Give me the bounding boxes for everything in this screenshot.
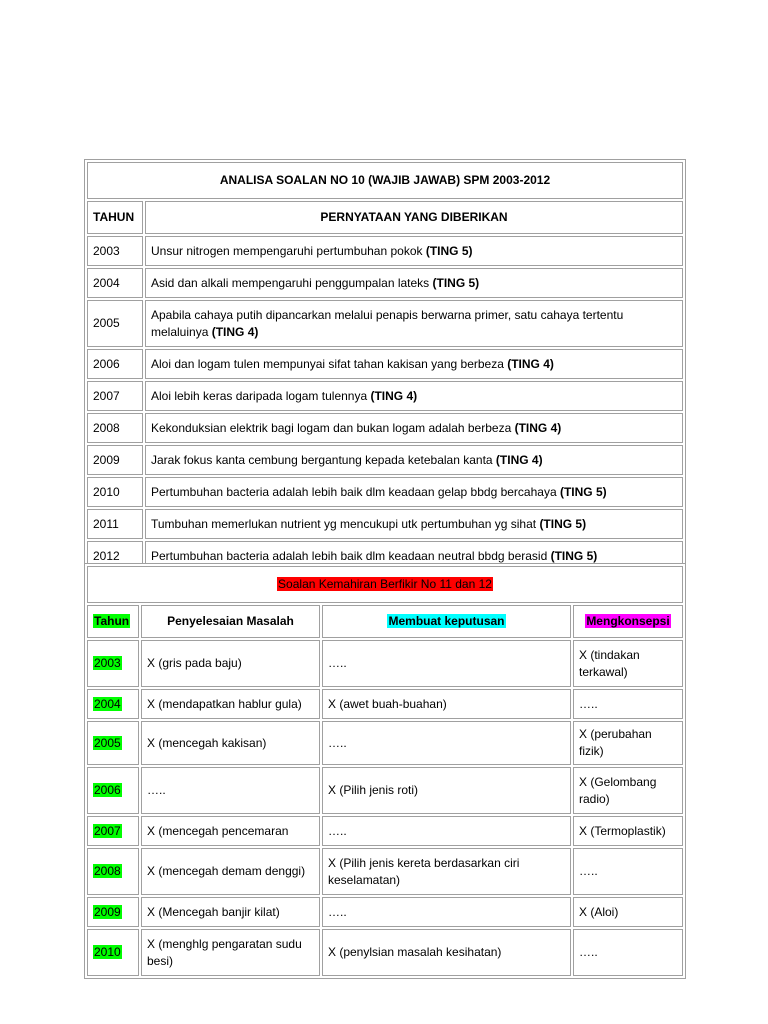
table2-decision: ….. (322, 721, 571, 765)
table2-year-cell (87, 767, 139, 814)
table2-title: Soalan Kemahiran Berfikir No 11 dan 12 (278, 577, 492, 591)
table2-row (87, 640, 683, 687)
table2-year-cell (87, 689, 139, 719)
table2-decision: ….. (322, 816, 571, 846)
table1-statement-cell (145, 349, 683, 379)
table1-level: (TING 4) (514, 420, 562, 435)
table2-decision: ….. (322, 640, 571, 687)
table2-decision: X (Pilih jenis roti) (322, 767, 571, 814)
table2-year: 2004 (94, 696, 121, 711)
table2-year-cell (87, 640, 139, 687)
table1-statement-cell (145, 413, 683, 443)
table2-title-cell (87, 566, 683, 603)
table2-header-concept: Mengkonsepsi (586, 614, 670, 628)
table2-decision: X (awet buah-buahan) (322, 689, 571, 719)
table2-problem: X (mencegah demam denggi) (141, 848, 320, 895)
table2-problem: X (mendapatkan hablur gula) (141, 689, 320, 719)
table2-row (87, 816, 683, 846)
table2-year-cell (87, 816, 139, 846)
table1-row (87, 349, 683, 379)
table1-level: (TING 5) (432, 275, 480, 290)
table1-statement: Aloi dan logam tulen mempunyai sifat tahan kakisan yang berbeza (151, 356, 508, 371)
table1-year: 2008 (87, 413, 143, 443)
table1-statement-cell (145, 477, 683, 507)
table1-year: 2011 (87, 509, 143, 539)
table1-statement: Pertumbuhan bacteria adalah lebih baik dlm keadaan neutral bbdg berasid (151, 548, 551, 563)
table2-decision: ….. (322, 897, 571, 927)
table1-row (87, 445, 683, 475)
table2-year-cell (87, 721, 139, 765)
table2-problem: X (Mencegah banjir kilat) (141, 897, 320, 927)
table1-year: 2012 (87, 541, 143, 571)
table2-header-year: Tahun (94, 614, 130, 628)
table1-statement: Jarak fokus kanta cembung bergantung kepada ketebalan kanta (151, 452, 496, 467)
table2-row (87, 897, 683, 927)
table2-year: 2010 (94, 945, 121, 959)
table1-row (87, 300, 683, 347)
table2-concept: X (Termoplastik) (573, 816, 683, 846)
table2-header-decision: Membuat keputusan (388, 614, 505, 628)
table2-concept: ….. (573, 689, 683, 719)
table1-level: (TING 4) (507, 356, 554, 371)
table2-problem: X (mencegah kakisan) (141, 721, 320, 765)
table1-statement: Tumbuhan memerlukan nutrient yg mencukupi utk pertumbuhan yg sihat (151, 516, 540, 531)
table1-statement-cell (145, 236, 683, 266)
table1-year: 2003 (87, 236, 143, 266)
table2-concept: ….. (573, 848, 683, 895)
table2-concept: X (Gelombang radio) (573, 767, 683, 814)
table1-year: 2004 (87, 268, 143, 298)
table2-row (87, 848, 683, 895)
table1-level: (TING 5) (559, 484, 607, 499)
table1-statement-cell (145, 268, 683, 298)
table1-statement: Pertumbuhan bacteria adalah lebih baik dlm keadaan gelap bbdg bercahaya (151, 484, 560, 499)
table2-row (87, 689, 683, 719)
table1-level: (TING 5) (550, 548, 598, 563)
spm-question-10-table (84, 159, 686, 574)
table1-statement: Unsur nitrogen mempengaruhi pertumbuhan pokok (151, 243, 426, 258)
table1-row (87, 509, 683, 539)
table2-header-year-cell (87, 605, 139, 638)
table2-year-cell (87, 897, 139, 927)
table1-year: 2010 (87, 477, 143, 507)
table1-level: (TING 4) (495, 452, 543, 467)
table1-row (87, 413, 683, 443)
table2-problem: ….. (141, 767, 320, 814)
table2-year: 2003 (94, 656, 121, 670)
table1-statement-cell (145, 509, 683, 539)
table1-statement: Kekonduksian elektrik bagi logam dan bukan logam adalah berbeza (151, 420, 515, 435)
table1-statement: Aloi lebih keras daripada logam tulennya (151, 388, 371, 403)
table2-problem: X (gris pada baju) (141, 640, 320, 687)
table2-concept: X (Aloi) (573, 897, 683, 927)
table1-statement: Apabila cahaya putih dipancarkan melalui penapis berwarna primer, satu cahaya tertentu melaluinya (151, 307, 624, 339)
table1-row (87, 268, 683, 298)
table2-header-decision-cell (322, 605, 571, 638)
table1-row (87, 477, 683, 507)
table2-year: 2009 (94, 904, 121, 919)
table1-header-statement: PERNYATAAN YANG DIBERIKAN (145, 201, 683, 234)
table1-level: (TING 4) (370, 388, 418, 403)
table1-year: 2006 (87, 349, 143, 379)
table2-row (87, 767, 683, 814)
table1-statement-cell (145, 300, 683, 347)
table1-level: (TING 5) (539, 516, 587, 531)
table2-year: 2006 (94, 783, 121, 797)
table2-decision: X (Pilih jenis kereta berdasarkan ciri keselamatan) (322, 848, 571, 895)
table2-header-problem: Penyelesaian Masalah (141, 605, 320, 638)
table2-problem: X (menghlg pengaratan sudu besi) (141, 929, 320, 976)
thinking-skills-table (84, 563, 686, 979)
table1-level: (TING 4) (211, 324, 259, 339)
table2-problem: X (mencegah pencemaran (141, 816, 320, 846)
table2-year: 2005 (94, 735, 121, 750)
table1-year: 2005 (87, 300, 143, 347)
table2-year-cell (87, 848, 139, 895)
table1-statement: Asid dan alkali mempengaruhi penggumpalan lateks (151, 275, 433, 290)
table1-year: 2009 (87, 445, 143, 475)
table2-concept: ….. (573, 929, 683, 976)
table1-header-year: TAHUN (87, 201, 143, 234)
table1-title: ANALISA SOALAN NO 10 (WAJIB JAWAB) SPM 2003-2012 (87, 162, 683, 199)
table1-level: (TING 5) (425, 243, 473, 258)
table1-row (87, 381, 683, 411)
table2-header-concept-cell (573, 605, 683, 638)
table2-concept: X (tindakan terkawal) (573, 640, 683, 687)
table2-year: 2008 (94, 864, 121, 878)
table2-row (87, 929, 683, 976)
table2-year: 2007 (94, 823, 121, 838)
table2-row (87, 721, 683, 765)
table2-year-cell (87, 929, 139, 976)
table1-year: 2007 (87, 381, 143, 411)
table2-decision: X (penylsian masalah kesihatan) (322, 929, 571, 976)
table2-concept: X (perubahan fizik) (573, 721, 683, 765)
table1-row (87, 236, 683, 266)
table1-statement-cell (145, 381, 683, 411)
table1-statement-cell (145, 445, 683, 475)
